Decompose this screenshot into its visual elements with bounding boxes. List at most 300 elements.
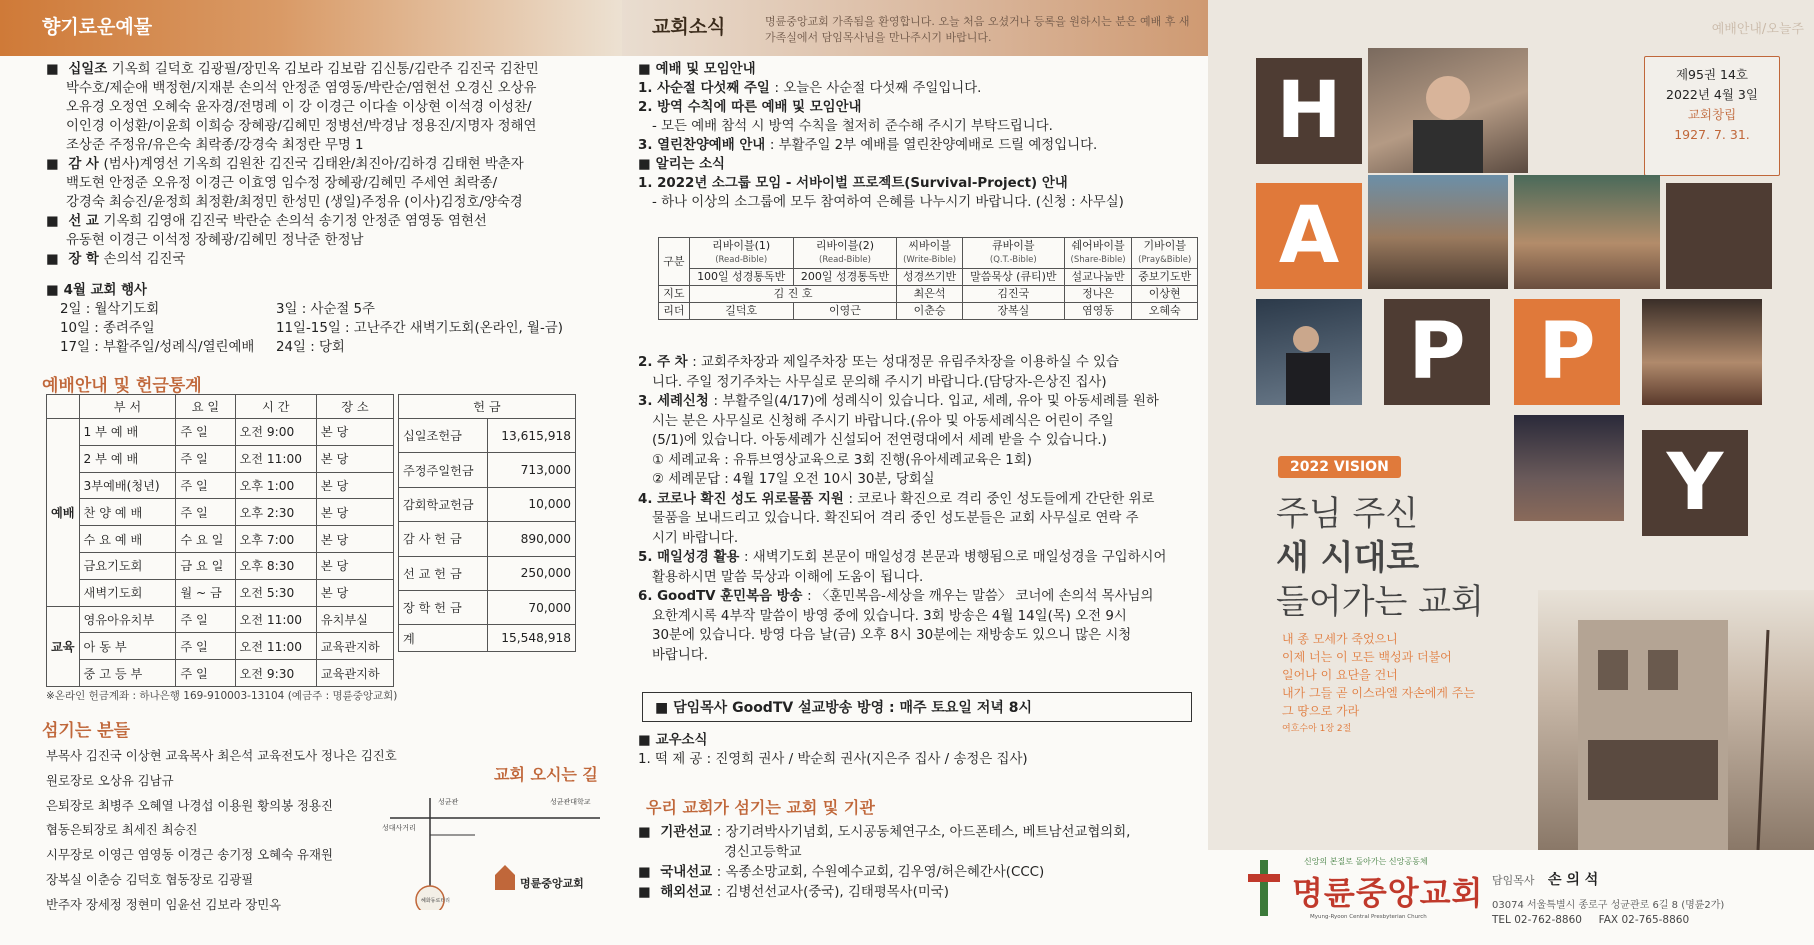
ministry-line bbox=[638, 823, 1203, 843]
table-cell: 오전 5:30 bbox=[235, 579, 316, 606]
top-strip: 예배안내/오늘주 bbox=[1711, 22, 1804, 37]
vision-badge: 2022 VISION bbox=[1278, 456, 1401, 478]
leader-cell: 염영동 bbox=[1064, 303, 1132, 320]
letter-tile-y: Y bbox=[1642, 430, 1748, 536]
offerings-header: 향기로운예물 bbox=[42, 16, 153, 38]
slogan-line-1: 주님 주신 bbox=[1276, 494, 1419, 534]
ministry-text: : 김병선선교사(중국), 김태평목사(미국) bbox=[716, 885, 949, 900]
group-desc: 설교나눔반 bbox=[1064, 269, 1132, 286]
news-text: 시기 바랍니다. bbox=[652, 530, 739, 546]
news-line bbox=[638, 607, 1203, 627]
event-item: 3일 : 사순절 5주 bbox=[276, 302, 375, 317]
group-name-cell bbox=[897, 238, 963, 269]
table-cell: 본 당 bbox=[316, 552, 393, 579]
verse-line: 내 종 모세가 죽었으니 bbox=[1282, 632, 1398, 646]
table-row bbox=[399, 556, 576, 590]
offering-line bbox=[46, 231, 616, 250]
offering-line bbox=[46, 155, 616, 174]
stat-value: 890,000 bbox=[487, 522, 575, 556]
table-row bbox=[47, 499, 394, 526]
worship-item bbox=[638, 79, 1203, 98]
mid-header-bar bbox=[622, 0, 1208, 56]
staff-line: 협동은퇴장로 최세진 최승진 bbox=[46, 822, 198, 838]
stat-value: 15,548,918 bbox=[487, 625, 575, 652]
members-news: ■ 교우소식 1. 떡 제 공 : 진영희 권사 / 박순희 권사(지은주 집사 / 송정은 집사) bbox=[638, 731, 1203, 769]
table-row bbox=[47, 579, 394, 606]
table-cell: 주 일 bbox=[176, 633, 235, 660]
leader-cell: 이영근 bbox=[793, 303, 897, 320]
table-cell: 오후 7:00 bbox=[235, 526, 316, 553]
table-row bbox=[47, 552, 394, 579]
table-cell: 오전 9:00 bbox=[235, 419, 316, 446]
group-name-cell bbox=[962, 238, 1064, 269]
stat-label: 감회학교헌금 bbox=[399, 487, 488, 521]
group-desc: 200일 성경통독반 bbox=[793, 269, 897, 286]
ministry-label: 해외선교 bbox=[660, 885, 717, 900]
april-events-title: 4월 교회 행사 bbox=[63, 283, 147, 298]
letter-tile-dark-1 bbox=[1666, 183, 1772, 289]
table-cell: 본 당 bbox=[316, 419, 393, 446]
cover-footer bbox=[1208, 850, 1814, 945]
ministries-title: 우리 교회가 섬기는 교회 및 기관 bbox=[646, 798, 875, 817]
table-cell: 본 당 bbox=[316, 526, 393, 553]
offering-line bbox=[46, 79, 616, 98]
group-desc: 말씀묵상 (큐티)반 bbox=[962, 269, 1064, 286]
group-name-cell bbox=[793, 238, 897, 269]
members-item: 1. 떡 제 공 : 진영희 권사 / 박순희 권사(지은주 집사 / 송정은 집사) bbox=[638, 752, 1028, 767]
group-name: 리바이블(2) bbox=[815, 239, 875, 252]
table-cell: 주 일 bbox=[176, 606, 235, 633]
news-text: 물품을 보내드리고 있습니다. 확진되어 격리 중인 성도분들은 교회 사무실로 연락 주 bbox=[652, 511, 1139, 526]
stat-label: 선 교 헌 금 bbox=[399, 556, 488, 590]
staff-line: 시무장로 이영근 염영동 이경근 송기정 오혜숙 유재원 bbox=[46, 847, 333, 863]
news-line bbox=[638, 373, 1203, 393]
ministry-line bbox=[638, 863, 1203, 883]
group-name-en: (Pray&Bible) bbox=[1138, 255, 1192, 265]
worship-item-label: 3. 열린찬양예배 안내 bbox=[638, 138, 770, 153]
goodtv-notice: ■ 담임목사 GoodTV 설교방송 방영 : 매주 토요일 저녁 8시 bbox=[642, 692, 1192, 722]
table-cell: 오전 11:00 bbox=[235, 606, 316, 633]
table-row bbox=[47, 472, 394, 499]
group-name: 리바이블(1) bbox=[712, 239, 771, 252]
table-row bbox=[399, 625, 576, 652]
table-cell: 교육관지하 bbox=[316, 660, 393, 687]
ministries-list bbox=[638, 823, 1203, 903]
news-text: 바랍니다. bbox=[652, 647, 708, 663]
april-events: ■ 4월 교회 행사 2일 : 월삭기도회 3일 : 사순절 5주 10일 : 종려주일 11일-15일 : 고난주간 새벽기도회(온라인, 월-금) 17일 : 부활주일/성례식/열린예배 24일 : 당회 bbox=[46, 281, 616, 357]
news-line bbox=[638, 587, 1203, 607]
left-header-bar bbox=[0, 0, 622, 56]
bullet-icon: ■ bbox=[46, 157, 64, 172]
bullet-icon: ■ bbox=[46, 252, 64, 267]
staff-line: 은퇴장로 최병주 오혜열 나경섭 이용원 황의봉 정용진 bbox=[46, 797, 333, 813]
letter-tile-p1: P bbox=[1384, 299, 1490, 405]
table-cell: 본 당 bbox=[316, 579, 393, 606]
table-cell: 오전 11:00 bbox=[235, 445, 316, 472]
stat-label: 계 bbox=[399, 625, 488, 652]
staff-line: 원로장로 오상유 김남규 bbox=[46, 772, 174, 788]
offering-names: 유동현 이경근 이석정 장혜광/김혜민 정낙준 한정남 bbox=[66, 233, 364, 248]
left-page bbox=[0, 0, 622, 945]
fax-number: 02-765-8860 bbox=[1621, 914, 1690, 926]
contact-line bbox=[1492, 914, 1689, 926]
offering-names: 이인경 이성환/이윤희 이희승 장혜광/김혜민 정병선/박경남 정용진/지명자 정해연 bbox=[66, 119, 537, 134]
offering-names: (범사)계영선 기옥희 김원찬 김진국 김태완/최진아/김하경 김태현 박춘자 bbox=[103, 157, 524, 172]
news-text: 활용하시면 말씀 묵상과 이해에 도움이 됩니다. bbox=[652, 569, 924, 585]
offering-category: 십일조 bbox=[68, 62, 112, 77]
offering-names: 박수호/제순애 백정현/지재분 손의석 안정준 염영동/박란순/염현선 오경신 오상유 bbox=[66, 81, 537, 96]
group-name-cell bbox=[1132, 238, 1198, 269]
worship-item bbox=[638, 117, 1203, 136]
table-row bbox=[399, 487, 576, 521]
table-cell: 교육관지하 bbox=[316, 633, 393, 660]
table-cell: 오후 2:30 bbox=[235, 499, 316, 526]
news-text: : 교회주차장과 제일주차장 또는 성대정문 유림주차장을 이용하실 수 있습 bbox=[692, 355, 1119, 370]
pastor-label: 담임목사 bbox=[1492, 874, 1535, 887]
event-row bbox=[46, 300, 616, 319]
table-row bbox=[399, 453, 576, 487]
row-label: 지도 bbox=[659, 286, 690, 303]
table-cell: 월 ~ 금 bbox=[176, 579, 235, 606]
scripture-reference: 여호수아 1장 2절 bbox=[1282, 724, 1352, 734]
ceremony-photo bbox=[1642, 299, 1762, 405]
news-label: 5. 매일성경 활용 bbox=[638, 550, 745, 565]
worship-item bbox=[638, 98, 1203, 117]
news-line bbox=[638, 646, 1203, 666]
news-text: 니다. 주일 정기주차는 사무실로 문의해 주시기 바랍니다.(담당자-은상진 집사) bbox=[652, 374, 1107, 390]
news-line bbox=[638, 412, 1203, 432]
table-cell: 수 요 예 배 bbox=[79, 526, 176, 553]
table-cell: 아 동 부 bbox=[79, 633, 176, 660]
letter-tile-a: A bbox=[1256, 183, 1362, 289]
stat-label: 주정주일헌금 bbox=[399, 453, 488, 487]
stat-label: 감 사 헌 금 bbox=[399, 522, 488, 556]
supervisor-cell: 김 진 호 bbox=[689, 286, 897, 303]
news-text: 시는 분은 사무실로 신청해 주시기 바랍니다.(유아 및 아동세례식은 어린이 주일 bbox=[652, 413, 1114, 429]
bullet-icon: ■ bbox=[638, 825, 656, 840]
table-cell: 새벽기도회 bbox=[79, 579, 176, 606]
offering-names: 조상준 주정유/유은숙 최락종/강경숙 최정란 무명 1 bbox=[66, 138, 364, 153]
leader-cell: 길덕호 bbox=[689, 303, 793, 320]
group-name-cell bbox=[1064, 238, 1132, 269]
worship-info: ■ 예배 및 모임안내 1. 사순절 다섯째 주일 : 오늘은 사순절 다섯째 주일입니다. 2. 방역 수칙에 따른 예배 및 모임안내 - 모든 예배 참석 시 방역 수칙을 철저히 준수해 주시기 부탁드립니다. 3. 열린찬양예배 안내 : 부활주일 2부 예배를 열린찬양예배로 드릴 예정입니다. ■ 알리는 소식 1. 2022년 소그룹 모임 - 서바이벌 프로젝트(Survival-Project) 안내 - 하나 이상의 소그룹에 모두 참여하여 은혜를 나누시기 바랍니다. (신청 : 사무실) bbox=[638, 60, 1203, 212]
welcome-note: 명륜중앙교회 가족됨을 환영합니다. 오늘 처음 오셨거나 등록을 원하시는 분은 예배 후 새가족실에서 담임목사님을 만나주시기 바랍니다. bbox=[765, 15, 1190, 44]
ministry-line bbox=[638, 843, 1203, 863]
news-text: 30분에 있습니다. 방영 다음 날(금) 오후 8시 30분에는 재방송도 있으니 많은 시청 bbox=[652, 628, 1132, 643]
table-cell: 주 일 bbox=[176, 499, 235, 526]
event-item: 24일 : 당회 bbox=[276, 340, 345, 355]
offering-names: 백도현 안정준 오유정 이경근 이효영 임수정 장혜광/김혜민 주세연 최락종/ bbox=[66, 176, 498, 191]
group-name-cell bbox=[689, 238, 793, 269]
stat-value: 13,615,918 bbox=[487, 419, 575, 453]
table-cell: 오후 1:00 bbox=[235, 472, 316, 499]
offering-line bbox=[46, 212, 616, 231]
table-cell: 수 요 일 bbox=[176, 526, 235, 553]
verse-line: 내가 그들 곧 이스라엘 자손에게 주는 bbox=[1282, 686, 1475, 700]
worship-item-text: : 오늘은 사순절 다섯째 주일입니다. bbox=[774, 81, 982, 96]
table-row bbox=[47, 526, 394, 553]
offering-line bbox=[46, 136, 616, 155]
stats-title: 예배안내 및 헌금통계 bbox=[42, 376, 202, 396]
worship-schedule-table bbox=[46, 394, 394, 687]
table-cell: 오후 8:30 bbox=[235, 552, 316, 579]
table-cell: 주 일 bbox=[176, 660, 235, 687]
bullet-icon: ■ bbox=[46, 214, 64, 229]
news-line bbox=[638, 529, 1203, 549]
row-group-label: 교육 bbox=[47, 606, 80, 686]
news-line bbox=[638, 490, 1203, 510]
slogan-line-3: 들어가는 교회 bbox=[1276, 582, 1484, 622]
group-name: 기바이블 bbox=[1143, 239, 1186, 252]
group-name: 씨바이블 bbox=[908, 239, 951, 252]
table-header: 요 일 bbox=[176, 395, 235, 419]
news-header: 교회소식 bbox=[652, 16, 726, 38]
news-text: : 새벽기도회 본문이 매일성경 본문과 병행됨으로 매일성경을 구입하시어 bbox=[744, 550, 1167, 565]
table-row bbox=[659, 286, 1198, 303]
news-text: ② 세례문답 : 4월 17일 오전 10시 30분, 당회실 bbox=[652, 472, 935, 487]
event-row bbox=[46, 319, 616, 338]
table-cell: 찬 양 예 배 bbox=[79, 499, 176, 526]
leader-cell: 이춘승 bbox=[897, 303, 963, 320]
table-cell: 금 요 일 bbox=[176, 552, 235, 579]
table-cell: 본 당 bbox=[316, 472, 393, 499]
offering-line bbox=[46, 193, 616, 212]
news-line bbox=[638, 548, 1203, 568]
news-label: 3. 세례신청 bbox=[638, 394, 714, 409]
table-cell: 주 일 bbox=[176, 445, 235, 472]
event-item: 11일-15일 : 고난주간 새벽기도회(온라인, 월-금) bbox=[276, 321, 563, 336]
table-cell: 3부예배(청년) bbox=[79, 472, 176, 499]
established-date: 1927. 7. 31. bbox=[1674, 127, 1750, 142]
table-header: 장 소 bbox=[316, 395, 393, 419]
news-text: : 〈훈민복음-세상을 깨우는 말씀〉 코너에 손의석 목사님의 bbox=[807, 589, 1154, 604]
map-title: 교회 오시는 길 bbox=[494, 765, 598, 784]
offering-line bbox=[46, 117, 616, 136]
ministry-label: 국내선교 bbox=[660, 865, 717, 880]
group-name-en: (Write-Bible) bbox=[903, 255, 957, 265]
verse-line: 그 땅으로 가라 bbox=[1282, 704, 1360, 718]
table-header: 부 서 bbox=[79, 395, 176, 419]
supervisor-cell: 최은석 bbox=[897, 286, 963, 303]
verse-line: 이제 너는 이 모든 백성과 더불어 bbox=[1282, 650, 1452, 664]
map-label: 명륜중앙교회 bbox=[520, 877, 584, 890]
offering-list bbox=[46, 60, 616, 269]
table-row bbox=[47, 660, 394, 687]
pastor-name: 손 의 석 bbox=[1548, 872, 1599, 888]
map-label: 성균관 bbox=[438, 798, 459, 806]
church-tagline: 신앙의 본질로 돌아가는 신앙공동체 bbox=[1304, 857, 1428, 866]
hall-photo bbox=[1514, 415, 1624, 521]
worship-item-text: - 모든 예배 참석 시 방역 수칙을 철저히 준수해 주시기 부탁드립니다. bbox=[652, 119, 1053, 134]
news-line bbox=[638, 451, 1203, 471]
worship-item-label: 2. 방역 수칙에 따른 예배 및 모임안내 bbox=[638, 100, 862, 115]
row-label: 리더 bbox=[659, 303, 690, 320]
bullet-icon: ■ bbox=[638, 885, 656, 900]
staff-line: 부목사 김진국 이상현 교육목사 최은석 교육전도사 정나은 김진호 bbox=[46, 748, 397, 763]
news-line bbox=[638, 470, 1203, 490]
ministry-text: : 옥종소망교회, 수원예수교회, 김우영/허은혜간사(CCC) bbox=[716, 865, 1045, 880]
church-building-photo bbox=[1538, 590, 1814, 850]
table-cell: 2 부 예 배 bbox=[79, 445, 176, 472]
table-row bbox=[399, 590, 576, 624]
table-cell: 1 부 예 배 bbox=[79, 419, 176, 446]
members-title: 교우소식 bbox=[655, 733, 708, 748]
scripture-verse bbox=[1282, 630, 1475, 738]
group-photo-1 bbox=[1514, 175, 1660, 289]
news-text: (5/1)에 있습니다. 아동세례가 신설되어 전연령대에서 세례 받을 수 있습니다.) bbox=[652, 433, 1107, 448]
worship-item-text: : 부활주일 2부 예배를 열린찬양예배로 드릴 예정입니다. bbox=[769, 138, 1098, 153]
tel-number: 02-762-8860 bbox=[1514, 914, 1582, 926]
church-map bbox=[380, 790, 610, 910]
smallgroup-desc: - 하나 이상의 소그룹에 모두 참여하여 은혜를 나누시기 바랍니다. (신청 : 사무실) bbox=[652, 195, 1124, 210]
table-row bbox=[399, 522, 576, 556]
smallgroup-title: 1. 2022년 소그룹 모임 - 서바이벌 프로젝트(Survival-Project) 안내 bbox=[638, 176, 1068, 191]
map-label: 혜화동로터리 bbox=[421, 898, 450, 904]
ministry-label: 기관선교 bbox=[660, 825, 717, 840]
church-name: 명륜중앙교회 bbox=[1292, 874, 1484, 912]
table-cell: 주 일 bbox=[176, 419, 235, 446]
table-row bbox=[47, 445, 394, 472]
offering-category: 감 사 bbox=[68, 157, 104, 172]
event-item: 2일 : 월삭기도회 bbox=[60, 302, 160, 317]
news-label: 2. 주 차 bbox=[638, 355, 693, 370]
stat-label: 십일조헌금 bbox=[399, 419, 488, 453]
cover-page bbox=[1208, 0, 1814, 945]
church-address: 03074 서울특별시 종로구 성균관로 6길 8 (명륜2가) bbox=[1492, 900, 1725, 911]
group-desc: 100일 성경통독반 bbox=[689, 269, 793, 286]
table-row bbox=[47, 606, 394, 633]
bullet-icon: ■ bbox=[46, 62, 64, 77]
bullet-icon: ■ bbox=[638, 865, 656, 880]
table-cell: 본 당 bbox=[316, 499, 393, 526]
goodtv-notice-text: 담임목사 GoodTV 설교방송 방영 : 매주 토요일 저녁 8시 bbox=[673, 700, 1033, 716]
news-title: 알리는 소식 bbox=[655, 157, 725, 172]
offering-names: 강경숙 최승진/윤정희 최정환/최정민 한성민 (생일)주정유 (이사)김정호/양숙경 bbox=[66, 195, 523, 210]
offering-line bbox=[46, 98, 616, 117]
issue-box bbox=[1644, 56, 1780, 176]
news-label: 6. GoodTV 훈민복음 방송 bbox=[638, 589, 808, 604]
supervisor-cell: 정나은 bbox=[1064, 286, 1132, 303]
row-group-label: 예배 bbox=[47, 419, 80, 607]
verse-line: 일어나 이 요단을 건너 bbox=[1282, 668, 1398, 682]
table-cell: 영유아유치부 bbox=[79, 606, 176, 633]
table-row bbox=[659, 238, 1198, 269]
event-item: 10일 : 종려주일 bbox=[60, 321, 155, 336]
stat-value: 70,000 bbox=[487, 590, 575, 624]
group-desc: 중보기도반 bbox=[1132, 269, 1198, 286]
table-cell: 금요기도회 bbox=[79, 552, 176, 579]
stat-value: 713,000 bbox=[487, 453, 575, 487]
offering-line bbox=[46, 60, 616, 79]
event-row bbox=[46, 338, 616, 357]
news-line bbox=[638, 392, 1203, 412]
news-line bbox=[638, 509, 1203, 529]
worship-item-label: 1. 사순절 다섯째 주일 bbox=[638, 81, 775, 96]
offering-line bbox=[46, 250, 616, 269]
leader-cell: 오혜숙 bbox=[1132, 303, 1198, 320]
news-line bbox=[638, 431, 1203, 451]
table-row bbox=[659, 303, 1198, 320]
church-name-en: Myung-Ryoon Central Presbyterian Church bbox=[1310, 914, 1427, 920]
group-name: 쉐어바이블 bbox=[1071, 239, 1125, 252]
supervisor-cell: 이상현 bbox=[1132, 286, 1198, 303]
news-line bbox=[638, 353, 1203, 373]
map-label: 성대사거리 bbox=[382, 824, 416, 832]
news-line bbox=[638, 626, 1203, 646]
leader-cell: 장복실 bbox=[962, 303, 1064, 320]
group-name-en: (Read-Bible) bbox=[715, 255, 768, 265]
offering-category: 장 학 bbox=[68, 252, 104, 267]
tel-label: TEL bbox=[1492, 914, 1511, 926]
stat-label: 장 학 헌 금 bbox=[399, 590, 488, 624]
group-photo-2 bbox=[1368, 175, 1508, 289]
table-cell: 중 고 등 부 bbox=[79, 660, 176, 687]
account-note: ※온라인 헌금계좌 : 하나은행 169-910003-13104 (예금주 : 명륜중앙교회) bbox=[46, 690, 398, 702]
fax-label: FAX bbox=[1598, 914, 1619, 926]
offering-category: 선 교 bbox=[68, 214, 104, 229]
vision-slogan bbox=[1276, 492, 1484, 624]
group-name: 큐바이블 bbox=[992, 239, 1035, 252]
offering-names: 손의석 김진국 bbox=[103, 252, 186, 267]
bible-group-table bbox=[658, 237, 1198, 320]
established-label: 교회창립 bbox=[1687, 107, 1737, 122]
table-header: 시 간 bbox=[235, 395, 316, 419]
ministry-line bbox=[638, 883, 1203, 903]
stat-value: 250,000 bbox=[487, 556, 575, 590]
staff-line: 반주자 장세정 정현미 임윤선 김보라 장민옥 bbox=[46, 896, 282, 912]
issue-volume: 제95권 14호 bbox=[1675, 67, 1748, 82]
slogan-line-2: 새 시대로 bbox=[1276, 538, 1420, 578]
table-cell: 오전 11:00 bbox=[235, 633, 316, 660]
table-cell: 주 일 bbox=[176, 472, 235, 499]
table-row bbox=[47, 633, 394, 660]
news-text: 요한계시록 4부작 말씀이 방영 중에 있습니다. 3회 방송은 4월 14일(목) 오전 9시 bbox=[652, 608, 1127, 624]
table-row bbox=[47, 419, 394, 446]
map-label: 성균관대학교 bbox=[550, 798, 591, 806]
group-name-en: (Read-Bible) bbox=[819, 255, 871, 265]
group-name-en: (Q.T.-Bible) bbox=[989, 255, 1037, 265]
news-label: 4. 코로나 확진 성도 위로물품 지원 bbox=[638, 491, 849, 507]
table-corner: 구분 bbox=[659, 238, 690, 286]
offering-line bbox=[46, 174, 616, 193]
news-items bbox=[638, 353, 1203, 665]
table-row bbox=[399, 419, 576, 453]
group-name-en: (Share-Bible) bbox=[1070, 255, 1126, 265]
worship-info-title: 예배 및 모임안내 bbox=[655, 62, 756, 77]
offering-stats-table bbox=[398, 394, 576, 652]
staff-title: 섬기는 분들 bbox=[42, 721, 131, 741]
event-item: 17일 : 부활주일/성례식/열린예배 bbox=[60, 340, 255, 355]
news-text: ① 세례교육 : 유튜브영상교육으로 3회 진행(유아세례교육은 1회) bbox=[652, 452, 1032, 468]
stat-value: 10,000 bbox=[487, 487, 575, 521]
supervisor-cell: 김진국 bbox=[962, 286, 1064, 303]
news-text: : 부활주일(4/17)에 성례식이 있습니다. 입교, 세례, 유아 및 아동세례를 원하 bbox=[713, 394, 1159, 409]
letter-tile-p2: P bbox=[1514, 299, 1620, 405]
issue-date: 2022년 4월 3일 bbox=[1666, 87, 1758, 102]
table-cell: 유치부실 bbox=[316, 606, 393, 633]
offering-names: 오유경 오정연 오혜숙 윤자경/전명례 이 강 이경근 이다솔 이상현 이석경 이성찬/ bbox=[66, 100, 532, 115]
news-text: : 코로나 확진으로 격리 중인 성도들에게 간단한 위로 bbox=[848, 491, 1155, 507]
table-header: 헌 금 bbox=[399, 395, 576, 419]
offering-names: 기옥희 김영애 김진국 박란순 손의석 송기정 안정준 염영동 염현선 bbox=[103, 214, 487, 229]
middle-page bbox=[622, 0, 1208, 945]
worship-item bbox=[638, 136, 1203, 155]
table-row bbox=[659, 269, 1198, 286]
ministry-text: 경신고등학교 bbox=[724, 845, 802, 860]
church-logo-icon bbox=[1244, 858, 1284, 918]
table-cell: 오전 9:30 bbox=[235, 660, 316, 687]
staff-line: 장복실 이춘승 김덕호 협동장로 김광필 bbox=[46, 871, 254, 887]
